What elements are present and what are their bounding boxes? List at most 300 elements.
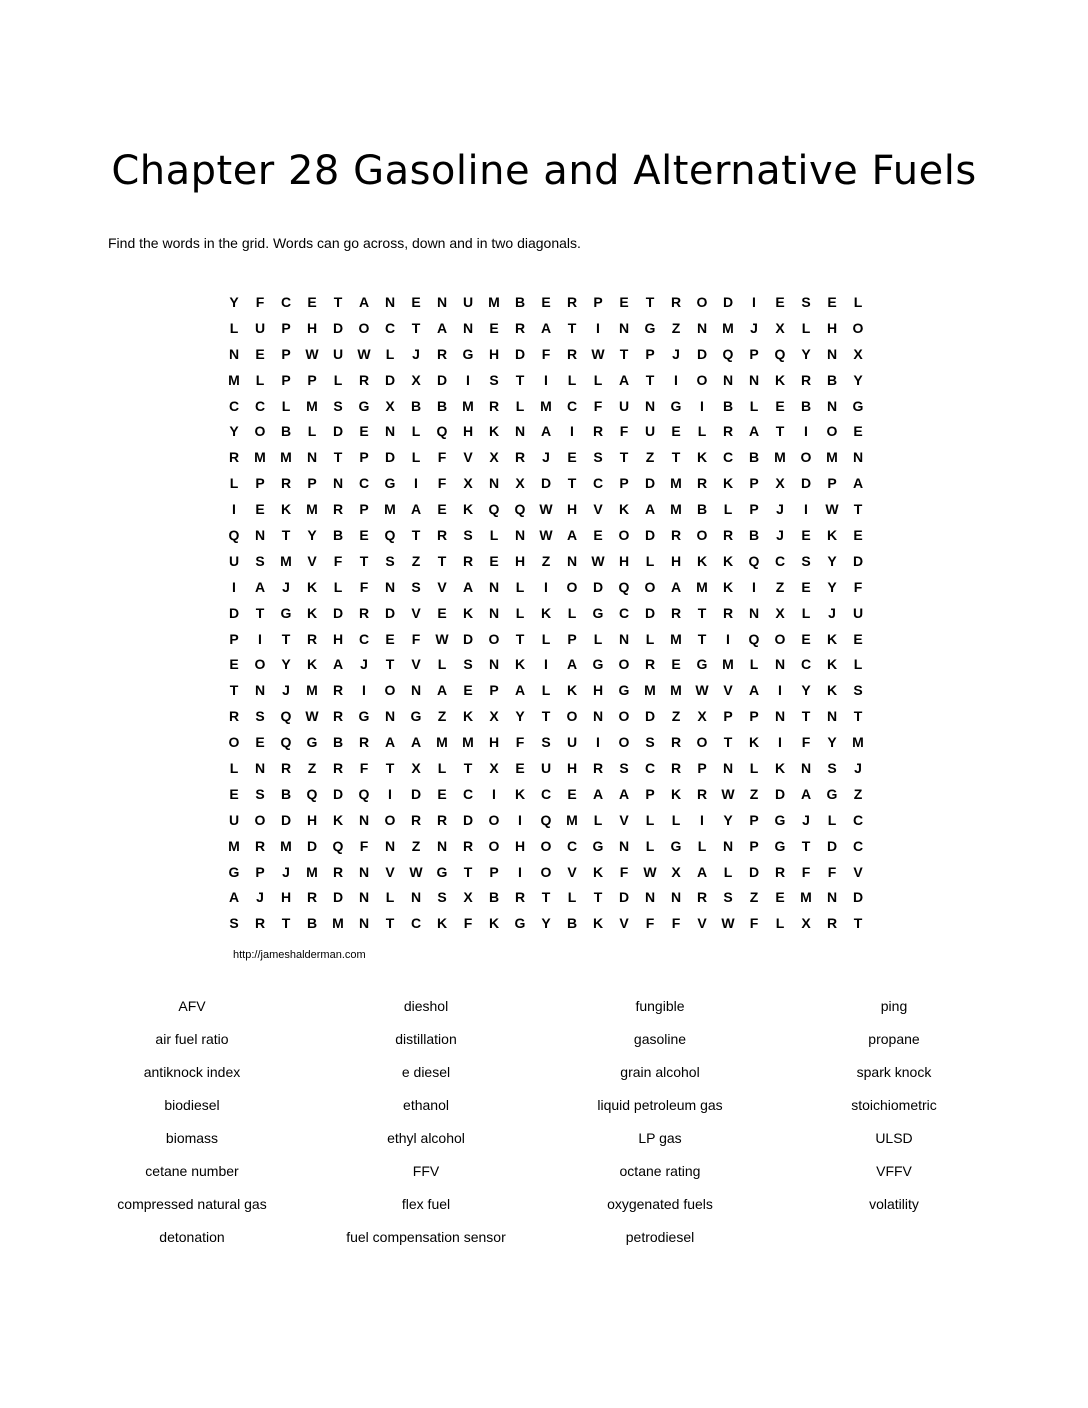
word-list-item: ethanol [403,1097,449,1113]
grid-letter: A [384,734,396,751]
word-list-item: spark knock [856,1064,932,1080]
grid-letter: L [307,423,317,440]
grid-letter: Z [645,449,655,466]
grid-letter: X [489,449,499,466]
grid-letter: O [618,527,630,544]
grid-letter: G [462,345,474,362]
grid-letter: L [333,371,343,388]
grid-letter: B [800,397,812,414]
grid-letter: L [385,345,395,362]
word-list-item: octane rating [619,1163,701,1179]
grid-letter: E [463,682,473,699]
grid-letter: O [488,811,500,828]
grid-letter: L [255,371,265,388]
grid-letter: H [514,552,526,569]
grid-letter: R [722,527,734,544]
grid-letter: E [489,552,499,569]
grid-letter: L [645,630,655,647]
grid-letter: P [307,371,317,388]
grid-letter: X [775,475,785,492]
grid-letter: L [515,578,525,595]
grid-letter: E [775,397,785,414]
word-list-item: ping [880,998,908,1014]
grid-letter: S [385,552,395,569]
word-list [75,994,1012,1258]
grid-letter: P [567,630,577,647]
grid-letter: R [228,449,240,466]
grid-letter: X [671,863,681,880]
grid-letter: E [437,604,447,621]
grid-letter: L [593,811,603,828]
grid-letter: Q [618,578,630,595]
grid-letter: Q [774,345,786,362]
grid-letter: C [228,397,240,414]
word-list-item: fuel compensation sensor [346,1229,506,1245]
grid-letter: I [414,475,418,492]
grid-letter: M [540,397,552,414]
grid-letter: T [255,604,265,621]
grid-letter: L [411,423,421,440]
grid-letter: F [801,863,811,880]
grid-letter: T [801,708,811,725]
word-list-item: cetane number [145,1163,239,1179]
grid-letter: R [696,889,708,906]
grid-letter: P [281,345,291,362]
grid-letter: S [853,682,863,699]
grid-letter: H [488,345,500,362]
grid-letter: L [515,604,525,621]
grid-letter: S [255,708,265,725]
grid-letter: N [436,837,448,854]
grid-letter: N [826,708,838,725]
grid-letter: D [852,552,864,569]
grid-letter: B [748,449,760,466]
grid-letter: D [800,475,812,492]
grid-letter: R [514,449,526,466]
grid-letter: W [409,863,423,880]
grid-letter: H [306,811,318,828]
grid-letter: I [778,734,782,751]
grid-letter: T [619,345,629,362]
grid-letter: R [436,345,448,362]
word-list-item: detonation [159,1229,225,1245]
word-list-item: volatility [869,1196,919,1212]
grid-letter: A [540,423,552,440]
grid-letter: M [696,578,708,595]
grid-letter: N [514,527,526,544]
word-list-item: e diesel [401,1064,451,1080]
grid-letter: P [489,863,499,880]
grid-letter: S [463,527,473,544]
grid-letter: W [357,345,371,362]
grid-letter: R [566,294,578,310]
grid-letter: C [410,915,422,932]
grid-letter: N [748,371,760,388]
grid-letter: R [514,319,526,336]
grid-letter: S [827,760,837,777]
grid-letter: W [435,630,449,647]
grid-letter: T [463,863,473,880]
grid-letter: A [514,682,526,699]
grid-letter: E [593,527,603,544]
grid-letter: M [332,915,344,932]
grid-letter: Q [488,501,500,518]
grid-letter: K [488,423,500,440]
grid-letter: I [232,501,236,518]
grid-letter: A [748,682,760,699]
grid-letter: T [697,604,707,621]
grid-letter: R [332,708,344,725]
grid-letter: P [749,837,759,854]
grid-letter: S [801,552,811,569]
grid-letter: O [696,734,708,751]
grid-letter: N [618,319,630,336]
grid-letter: N [306,449,318,466]
grid-letter: X [489,760,499,777]
grid-letter: O [618,734,630,751]
grid-letter: I [544,578,548,595]
grid-letter: T [671,449,681,466]
grid-letter: U [852,604,864,621]
grid-letter: P [281,371,291,388]
grid-letter: N [384,578,396,595]
instructions-text: Find the words in the grid. Words can go across, down and in two diagonals. [108,235,581,251]
grid-letter: G [592,656,604,673]
grid-letter: L [697,423,707,440]
grid-letter: N [774,708,786,725]
grid-letter: L [671,811,681,828]
grid-letter: G [592,604,604,621]
grid-letter: F [619,423,629,440]
grid-letter: N [384,294,396,310]
grid-letter: T [229,682,239,699]
grid-letter: C [540,785,552,802]
grid-letter: A [618,785,630,802]
grid-letter: Y [827,552,837,569]
grid-letter: D [410,785,422,802]
grid-letter: V [619,811,629,828]
grid-letter: N [410,682,422,699]
grid-letter: V [567,863,577,880]
grid-letter: H [514,837,526,854]
grid-letter: N [852,449,864,466]
grid-letter: B [748,527,760,544]
grid-letter: Z [671,319,681,336]
grid-letter: T [281,915,291,932]
grid-letter: A [800,785,812,802]
grid-letter: L [827,811,837,828]
grid-letter: P [255,863,265,880]
grid-letter: T [853,708,863,725]
grid-letter: A [696,863,708,880]
grid-letter: V [697,915,707,932]
grid-letter: C [852,837,864,854]
grid-letter: O [488,630,500,647]
grid-letter: K [332,811,344,828]
grid-letter: I [752,294,756,310]
grid-letter: K [462,501,474,518]
grid-letter: V [307,552,317,569]
grid-letter: O [774,630,786,647]
grid-letter: V [853,863,863,880]
grid-letter: D [436,371,448,388]
grid-letter: E [775,889,785,906]
grid-letter: I [674,371,678,388]
grid-letter: P [697,760,707,777]
grid-letter: T [463,760,473,777]
grid-letter: D [644,527,656,544]
grid-letter: W [721,915,735,932]
grid-letter: C [462,785,474,802]
grid-letter: K [514,785,526,802]
grid-letter: R [696,785,708,802]
grid-letter: D [462,811,474,828]
grid-letter: G [696,656,708,673]
grid-letter: I [570,423,574,440]
grid-letter: S [619,760,629,777]
grid-letter: L [853,294,863,310]
grid-letter: N [774,656,786,673]
grid-letter: Q [748,630,760,647]
grid-letter: V [463,449,473,466]
grid-letter: G [358,397,370,414]
grid-letter: D [774,785,786,802]
grid-letter: N [358,915,370,932]
grid-letter: C [358,630,370,647]
grid-letter: S [541,734,551,751]
grid-letter: M [488,294,500,310]
grid-letter: A [436,682,448,699]
grid-letter: F [853,578,863,595]
grid-letter: T [385,656,395,673]
word-list-item: FFV [412,1163,440,1179]
grid-letter: N [514,423,526,440]
grid-letter: Y [827,578,837,595]
word-search-grid [221,290,871,937]
grid-letter: G [826,785,838,802]
grid-letter: L [437,656,447,673]
grid-letter: W [591,345,605,362]
word-list-item: compressed natural gas [117,1196,267,1212]
grid-letter: P [749,811,759,828]
grid-letter: V [411,656,421,673]
grid-letter: R [800,371,812,388]
grid-letter: T [333,449,343,466]
grid-letter: V [593,501,603,518]
grid-letter: E [437,785,447,802]
grid-letter: T [853,915,863,932]
word-list-item: AFV [178,998,206,1014]
grid-letter: A [462,578,474,595]
grid-letter: M [670,501,682,518]
grid-letter: G [774,811,786,828]
grid-letter: J [360,656,368,673]
grid-letter: I [804,423,808,440]
grid-letter: R [592,760,604,777]
grid-letter: O [254,656,266,673]
grid-letter: F [671,915,681,932]
grid-letter: S [463,656,473,673]
grid-letter: G [280,604,292,621]
grid-letter: H [280,889,292,906]
grid-letter: T [385,760,395,777]
grid-letter: N [566,552,578,569]
grid-letter: S [255,552,265,569]
grid-letter: N [696,319,708,336]
grid-letter: K [306,604,318,621]
grid-letter: T [567,475,577,492]
grid-letter: M [436,734,448,751]
grid-letter: A [254,578,266,595]
grid-letter: W [305,708,319,725]
page-title: Chapter 28 Gasoline and Alternative Fuels [111,148,977,194]
grid-letter: V [385,863,395,880]
grid-letter: F [437,449,447,466]
grid-letter: S [593,449,603,466]
grid-letter: L [541,630,551,647]
grid-letter: L [515,397,525,414]
grid-letter: J [256,889,264,906]
grid-letter: E [853,630,863,647]
grid-letter: N [410,889,422,906]
grid-letter: D [332,889,344,906]
grid-letter: L [645,837,655,854]
grid-letter: B [488,889,500,906]
grid-letter: E [489,319,499,336]
grid-letter: K [488,915,500,932]
grid-letter: Y [229,294,239,310]
grid-letter: T [697,630,707,647]
grid-letter: Q [358,785,370,802]
grid-letter: D [332,423,344,440]
grid-letter: D [514,345,526,362]
grid-letter: D [332,604,344,621]
grid-letter: Z [307,760,317,777]
grid-letter: N [488,604,500,621]
grid-letter: C [722,449,734,466]
grid-letter: U [332,345,344,362]
grid-letter: C [618,604,630,621]
grid-letter: T [593,889,603,906]
grid-letter: J [776,501,784,518]
grid-letter: H [566,760,578,777]
grid-letter: E [567,449,577,466]
grid-letter: T [853,501,863,518]
grid-letter: E [255,734,265,751]
grid-letter: E [567,785,577,802]
grid-letter: D [696,345,708,362]
grid-letter: M [852,734,864,751]
word-list-item: propane [868,1031,920,1047]
grid-letter: E [359,527,369,544]
grid-letter: K [306,656,318,673]
grid-letter: G [514,915,526,932]
grid-letter: R [332,501,344,518]
grid-letter: N [384,708,396,725]
grid-letter: R [670,604,682,621]
grid-letter: B [306,915,318,932]
grid-letter: K [826,682,838,699]
grid-letter: G [306,734,318,751]
grid-letter: N [644,397,656,414]
grid-letter: S [437,889,447,906]
grid-letter: M [774,449,786,466]
grid-letter: E [229,656,239,673]
grid-letter: A [332,656,344,673]
grid-letter: E [853,527,863,544]
grid-letter: Z [437,708,447,725]
word-list-item: distillation [395,1031,457,1047]
grid-letter: M [800,889,812,906]
grid-letter: U [618,397,630,414]
grid-letter: I [752,578,756,595]
grid-letter: Z [749,785,759,802]
grid-letter: B [410,397,422,414]
grid-letter: N [488,578,500,595]
grid-letter: Q [280,734,292,751]
grid-letter: J [828,604,836,621]
grid-letter: D [852,889,864,906]
word-list-item: ULSD [875,1130,913,1146]
grid-letter: X [489,708,499,725]
grid-letter: E [671,423,681,440]
grid-letter: W [825,501,839,518]
word-list-item: liquid petroleum gas [597,1097,723,1113]
grid-letter: K [696,449,708,466]
grid-letter: M [280,449,292,466]
grid-letter: Q [306,785,318,802]
grid-letter: T [541,889,551,906]
grid-letter: F [411,630,421,647]
grid-letter: D [748,863,760,880]
grid-letter: X [801,915,811,932]
grid-letter: F [359,760,369,777]
grid-letter: Z [853,785,863,802]
grid-letter: O [384,682,396,699]
grid-letter: T [411,319,421,336]
grid-letter: L [775,915,785,932]
grid-letter: A [592,785,604,802]
grid-letter: F [437,475,447,492]
grid-letter: A [852,475,864,492]
grid-letter: J [412,345,420,362]
grid-letter: N [384,837,396,854]
grid-letter: A [228,889,240,906]
grid-letter: M [228,837,240,854]
grid-letter: K [514,656,526,673]
grid-letter: T [411,527,421,544]
grid-letter: R [280,475,292,492]
grid-letter: N [670,889,682,906]
grid-letter: E [671,656,681,673]
grid-letter: S [723,889,733,906]
grid-letter: M [280,837,292,854]
grid-letter: A [618,371,630,388]
grid-letter: V [723,682,733,699]
grid-letter: P [359,501,369,518]
grid-letter: Y [281,656,291,673]
word-list-item: VFFV [876,1163,912,1179]
grid-letter: M [644,682,656,699]
grid-letter: N [722,837,734,854]
grid-letter: J [776,527,784,544]
grid-letter: J [802,811,810,828]
grid-letter: M [722,319,734,336]
grid-letter: A [358,294,370,310]
grid-letter: Q [540,811,552,828]
grid-letter: M [826,449,838,466]
grid-letter: N [722,760,734,777]
